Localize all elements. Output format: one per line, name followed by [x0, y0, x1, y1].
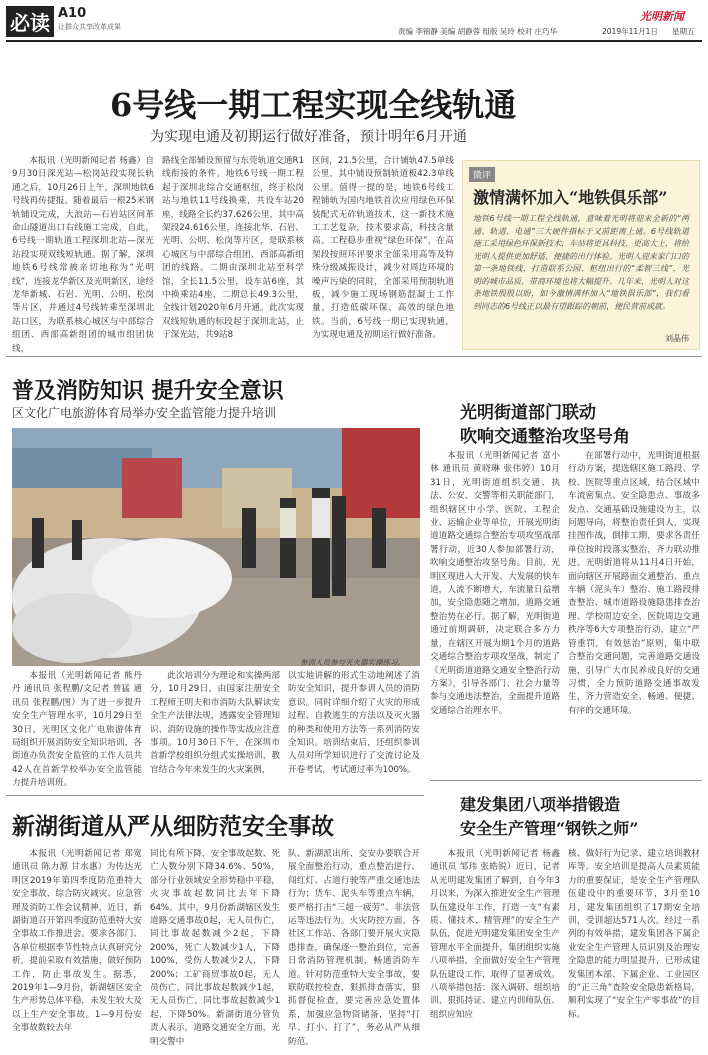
story1-column-1: 本报讯（光明新闻记者 杨鑫）自9月30日深光站—松岗站段实现长轨通之后，10月26日上午，深圳地铁6号线再传捷报。随着最后一根25米钢轨铺设完成，大浪站—石岩站区间革命山隧道出口右线施工完成，自此，6号线一期轨道工程深圳北站—深光站段实现双线短轨通。据了解，深圳地铁6号线常被亲切地称为“光明线”，连接龙华新区及光明新区，途经龙华新城、石岩、光明、公明、松岗等片区，并通过4号线转乘至深圳北站口区，为联系核心城区与中部综合组团、西部高新组团的城市组团快线， — [12, 156, 154, 354]
commentary-tag: 微评 — [469, 167, 495, 182]
section-label: 必读 — [6, 6, 54, 37]
editor-credits: 责编 李锦静 美编 胡静蓉 组版 吴玲 校对 庄巧华 — [398, 27, 558, 36]
story2-column-2: 此次培训分为理论和实操两部分，10月29日，由国家注册安全工程师王明夫和市消防大队解读安全生产法律法规，透露安全管理知识、消防设施的操作等实战应注意事项。10月30日下午，在深圳市首新学校组织分组式实操培训，教官结合今年来发生的火灾案例， — [150, 671, 280, 775]
story2-column-1: 本报讯（光明新闻记者 熊丹丹 通讯员 张程鹏/文记者 曾猛 通讯员 张程鹏/图）为了进一步提升安全生产管理水平，10月29日至30日，光明区文化广电旅游体育局组织开展消防安全知识培训，各街道办负责安全监管的工作人员共42人在首新学校举办安全监管能力提升培训班。 — [12, 671, 142, 789]
story4-column-2: 同比有所下降，安全事故起数、死亡人数分别下降34.6%、50%，部分行业领域安全形势稳中平稳，火灾事故起数同比去年下降64%。其中，9月份新湖辖区发生道路交通事故0起，无人员伤亡，同比事故起数减少2起，下降200%，死亡人数减少1人，下降100%，受伤人数减少2人，下降200%；工矿商贸事故0起，无人员伤亡，同比事故起数减少1起，无人员伤亡，同比事故起数减少1起，下降50%。新湖街道分管负责人表示，道路交通安全方面，光明交警中 — [150, 849, 280, 1047]
story3-column-1: 本报讯（光明新闻记者 富小林 通讯员 黄晓琳 张伟婷）10月31日，光明街道组织交通、执法、公安、交警等相关职能部门，组织辖区中小学、医院、工程企业、运输企业等单位，开展光明街道道路交通综合整治专项攻坚战部署行动，近30人参加部署行动，吹响交通整治攻坚号角。目前，光明区现进入大开发、大发展的快车道，人流不断增大，车流量日益增加，安全隐患随之增加，道路交通整治势在必行。据了解，光明街道通过前期调研，决定联合多方力量，在辖区开展为期1个月的道路交通综合整治专项攻坚战，制定了《光明街道道路交通安全整治行动方案》，引导各部门、社会力量等参与交通违法整治，全面提升道路交通综合治理水平。 — [430, 451, 560, 716]
fire-drill-illustration — [12, 428, 420, 666]
commentary-body: 地铁6号线一期工程全线轨通，意味着光明将迎来全新的“两通、轨道、电通”三大硬件指标于又前距离上通。6号线轨道施工采用绿色环保新技术，车站将更具科技、更高大上，将给光明人提供更加舒适、便捷的出行体验。光明人迎来家门口的第一条地铁线，打造联系公园、枢纽出行的“柔智三线”，光明的城市品质、带商环境也将大幅提升。几年来，光明人对这条地铁殷殷以盼，如今激情满怀加入“地铁俱乐部”，我们看到同志的6号线正以最有望跟踪的朝前，便民营前成就。 — [473, 214, 689, 311]
issue-weekday: 星期五 — [672, 27, 695, 36]
header-slogan: 让群众共享改革成果 — [58, 23, 121, 31]
story3-column-2: 在部署行动中，光明街道根据行动方案，提选辖区施工路段、学校、医院等重点区域，结合区域中车流密集点、安全隐患点、事故多发点、交通基础设施建设为主，以问题导向，将整治责任到人，实现挂图作战，倒排工期，要求各责任单位按时段落实整治，齐力联动推进。光明街道将从11月4日开始，面向辖区开展路面交通整治、重点车辆（泥头车）整治、施工路段排查整治、城市道路设施隐患排查治理、学校周边安全、医院周边交通秩序等6大专项整治行动，建立“严管重罚，有效惩治”原则，集中联合整治交通问题，完善道路交通设施，引导广大市民养成良好的交通习惯，全力预防道路交通事故发生，齐力营造安全、畅通、便捷、有序的交通环境。 — [568, 451, 700, 716]
story4-title: 新湖街道从严从细防范安全事故 — [12, 813, 334, 840]
story5-column-1: 本报讯（光明新闻记者 杨鑫 通讯员 邹玮 张皓锐）近日，记者从光明建发集团了解到，自今年3月以来，为深入推进安全生产管理队伍建设年工作，打造一支“有素质、懂技术、精管理”的安全生产队伍，促进光明建发集团安全生产管理水平全面提升，集团组织实施八项举措，全面做好安全生产管理队伍建设工作，取得了显著成效。八项举措包括：深入调研、组织培训、狠抓持证、建立内训师队伍、组织应知应 — [430, 849, 560, 1020]
story1-column-3: 区间，21.5公里，合计铺轨47.5单线公里，其中铺设预制轨道板42.3单线公里。值得一提的是，地铁6号线工程铺轨为国内地铁首次应用绿色环保装配式无砟轨道技术，这一新技术施工工艺复杂，技术要求高，科技含量高。工程稳步重视“绿色环保”，在高架段按照环评要求全部采用高等及特殊分级减振设计，减少对周边环境的噪声污染的同时，全部采用预制轨道板，减少施工现场钢筋混凝土工作量，打造低碳环保、高效的绿色地铁。当前，6号线一期已实现轨通，为实现电通及初期运行做好准备。 — [312, 156, 454, 341]
header-bar — [0, 0, 708, 38]
story3-title: 光明街道部门联动 — [460, 403, 596, 423]
page-number: A10 — [58, 6, 87, 21]
story2-subtitle: 区文化广电旅游体育局举办安全监管能力提升培训 — [12, 406, 277, 420]
story5-column-2: 核、做好行为记录、建立培训教材库等。安全培训是提高人员素质能力的重要保证，是安全生产管理队伍建设中的重要环节，3月至10月，建发集团组织了17期安全培训，受训超达571人次。经过一系列的有效举措，建发集团各下属企业安全生产管理人员识别及治理安全隐患的能力明显提升，已形成建发集团本部、下属企业、工业园区的“正三角”查险安全隐患新格局，顺利实现了“安全生产零事故”的目标。 — [568, 849, 700, 1020]
header-rule — [6, 40, 702, 42]
story3-title-line2: 吹响交通整治攻坚号角 — [460, 427, 630, 447]
photo-caption: 参训人员参与灭火器实操练习。 — [300, 658, 405, 667]
story1-title: 6号线一期工程实现全线轨通 — [110, 86, 517, 124]
fire-drill-photo — [12, 428, 420, 666]
story2-column-3: 以实地讲解的形式生动地阐述了消防安全知识，提升参训人员的消防意识。同时详细介绍了火灾的形成过程、自救逃生的方法以及灭火器的种类和使用方法等一系列消防安全知识。培训结束后，还组织参训人员对所学知识进行了交流讨论及开卷考试，考试通过率为100%。 — [288, 671, 420, 775]
story4-column-1: 本报讯（光明新闻记者 郑宽 通讯员 陈力源 甘水惠）为传达光明区2019年第四季度防范重特大安全事故、综合防灾减灾、应急管理及消防工作会议精神，近日，新湖街道召开第四季度防范重特大安全事故工作推进会。要求各部门、各单位根据季节性特点认真研究分析，提前采取有效措施，做好预防工作，防止事故发生。据悉，2019年1—9月份，新湖辖区安全生产形势总体平稳，未发生较大及以上生产安全事故。1—9月份安全事故数较去年 — [12, 849, 142, 1034]
issue-date: 2019年11月1日 — [602, 27, 658, 36]
story1-subtitle: 为实现电通及初期运行做好准备，预计明年6月开通 — [150, 129, 467, 145]
story2-title: 普及消防知识 提升安全意识 — [12, 378, 284, 404]
commentary-author: 刘晶伟 — [665, 334, 689, 343]
commentary-title: 激情满怀加入“地铁俱乐部” — [473, 188, 668, 207]
divider-3 — [430, 780, 702, 781]
story1-column-2: 路线全部辅设预留与东莞轨道交通R1线衔接的条件。地铁6号线一期工程起于深圳北综合交通枢纽，终于松岗站与地铁11号线换乘，共设车站20座，线路全长约37.626公里，其中高架段24.616公里，连接北华、石岩、光明、公明、松岗等片区，是联系核心城区与中部综合组团、西部高新组团的线路。二期由深圳北站至科学馆，全长11.5公里，设车站6座，其中换乘站4座，二期总长49.3公里，全线计划2020年6月开通。此次实现双线短轨通的标段起于深圳北站，止于深光站，共9站8 — [162, 156, 304, 341]
story4-column-3: 队、新湖派出所、交安办要联合开展全面整治行动，重点整治逆行、闯红灯、占道行驶等严重交通违法行为；货车、泥头车等重点车辆，要严格打击“三超一疲劳”、非法营运等违法行为。火灾防控方面，各社区工作站、各部门要开展火灾隐患排查，确保逐一整治到位，完善日常消防管理机制，畅通消防车道。针对防范重特大安全事故，要联防联控检查，狠抓排查落实，狠抓督促检查，要完善应急处置体系，加强应急物资储备，坚持“打早、打小、打了”，务必从严从细防范。 — [288, 849, 420, 1047]
divider-1 — [6, 356, 702, 357]
divider-2 — [6, 795, 424, 796]
commentary-box — [462, 160, 700, 350]
story5-title-line2: 安全生产管理“钢铁之师” — [460, 819, 639, 838]
newspaper-logo: 光明新闻 — [640, 10, 684, 23]
story5-title: 建发集团八项举措锻造 — [460, 795, 621, 814]
